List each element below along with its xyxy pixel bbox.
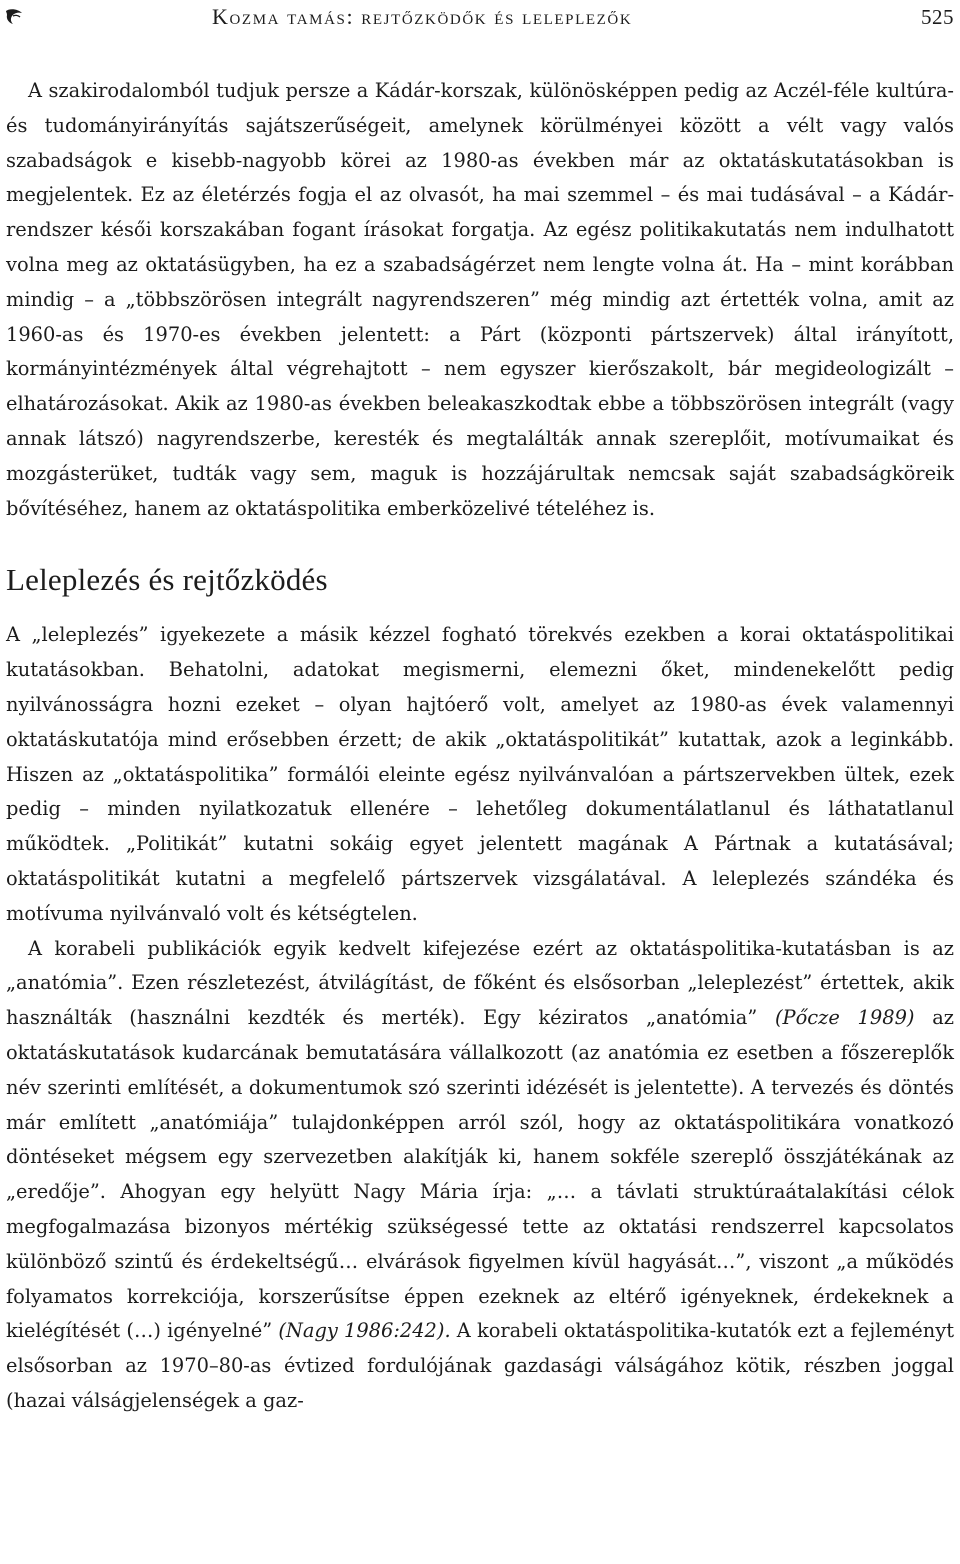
section-heading: Leleplezés és rejtőzködés <box>6 562 328 598</box>
citation-nagy: (Nagy 1986:242). <box>278 1319 451 1343</box>
paragraph-anatomia <box>6 932 954 1419</box>
running-head <box>4 4 954 30</box>
paragraph-anatomia-part-c: A korabeli oktatáspolitika-kutatók ezt a fejleményt elsősorban az 1970–80-as évtized fordulójának gazdasági válságához kötik, részben joggal (hazai válságjelenségek a gaz- <box>6 1319 954 1412</box>
leaf-ornament-icon <box>4 7 24 27</box>
body-text <box>6 74 954 1419</box>
citation-pocze: (Pőcze 1989) <box>774 1006 915 1030</box>
running-title: Kozma tamás: rejtőzködők és leleplezők <box>212 4 633 29</box>
paragraph-anatomia-part-a: A korabeli publikációk egyik kedvelt kifejezése ezért az oktatáspolitika-kutatásban is az „anatómia”. Ezen részletezést, átvilágítást, de főként és elsősorban „leleplezést” értettek, akik használták (használni kezdték és merték). Egy kéziratos „anatómia” <box>6 936 954 1030</box>
paragraph-leleplezes: A „leleplezés” igyekezete a másik kézzel fogható törekvés ezekben a korai oktatáspolitikai kutatásokban. Behatolni, adatokat megismerni, elemezni őket, mindenekelőtt pedig nyilvánosságra hozni ezeket – olyan hajtóerő volt, amelyet az 1980-as évek valamennyi oktatáskutatója mind erősebben érzett; de akik „oktatáspolitikát” kutattak, azok a leginkább. Hiszen az „oktatáspolitika” formálói eleinte egész nyilvánvalóan a pártszervekben ültek, ezek pedig – minden nyilatkozatuk ellenére – lehetőleg dokumentálatlanul és láthatatlanul működtek. „Politikát” kutatni sokáig egyet jelentett magának A Pártnak a kutatásával; oktatáspolitikát kutatni a megfelelő pártszervek vizsgálatával. A leleplezés szándéka és motívuma nyilvánvaló volt és kétségtelen. <box>6 623 954 925</box>
page-number: 525 <box>921 4 954 29</box>
paragraph-anatomia-part-b: az oktatáskutatások kudarcának bemutatására vállalkozott (az anatómia ez esetben a főszereplők név szerinti említését, a dokumentumok szó szerinti idézését is jelentette). A tervezés és döntés már említett „anatómiája” tulajdonképpen arról szól, hogy az oktatáspolitikára vonatkozó döntéseket mégsem egy szervezetben alakítják ki, hanem sokféle szereplő összjátékának az „eredője”. Ahogyan egy helyütt Nagy Mária írja: „… a távlati struktúraátalakítási célok megfogalmazása bizonyos mértékig szükségessé tette az oktatási rendszerrel kapcsolatos különböző szintű és érdekeltségű… elvárások figyelmen kívül hagyását…”, viszont „a működés folyamatos korrekciója, korszerűsítse éppen ezeknek az eltérő igényeknek, érdekeknek a kielégítését (…) igényelné” <box>6 1006 954 1343</box>
paragraph-intro: A szakirodalomból tudjuk persze a Kádár-korszak, különösképpen pedig az Aczél-féle kultúra- és tudományirányítás sajátszerűségeit, amelynek körülményei között a vélt vagy valós szabadságok e kisebb-nagyobb körei az 1980-as években már az oktatáskutatásokban is megjelentek. Ez az életérzés fogja el az olvasót, ha mai szemmel – és mai tudásával – a Kádár-rendszer késői korszakában fogant írásokat forgatja. Az egész politikakutatás nem indulhatott volna meg az oktatásügyben, ha ez a szabadságérzet nem lengte volna át. Ha – mint korábban mindig – a „többszörösen integrált nagyrendszeren” még mindig azt értették volna, amit az 1960-as és 1970-es években jelentett: a Párt (központi pártszervek) által irányított, kormányintézmények által végrehajtott – nem egyszer kierőszakolt, bár megideologizált – elhatározásokat. Akik az 1980-as években beleakaszkodtak ebbe a többszörösen integrált (vagy annak látszó) nagyrendszerbe, keresték és megtalálták annak szereplőit, motívumaikat és mozgásterüket, tudták vagy sem, maguk is hozzájárultak nemcsak saját szabadságköreik bővítéséhez, hanem az oktatáspolitika emberközelivé tételéhez is. <box>6 79 954 520</box>
